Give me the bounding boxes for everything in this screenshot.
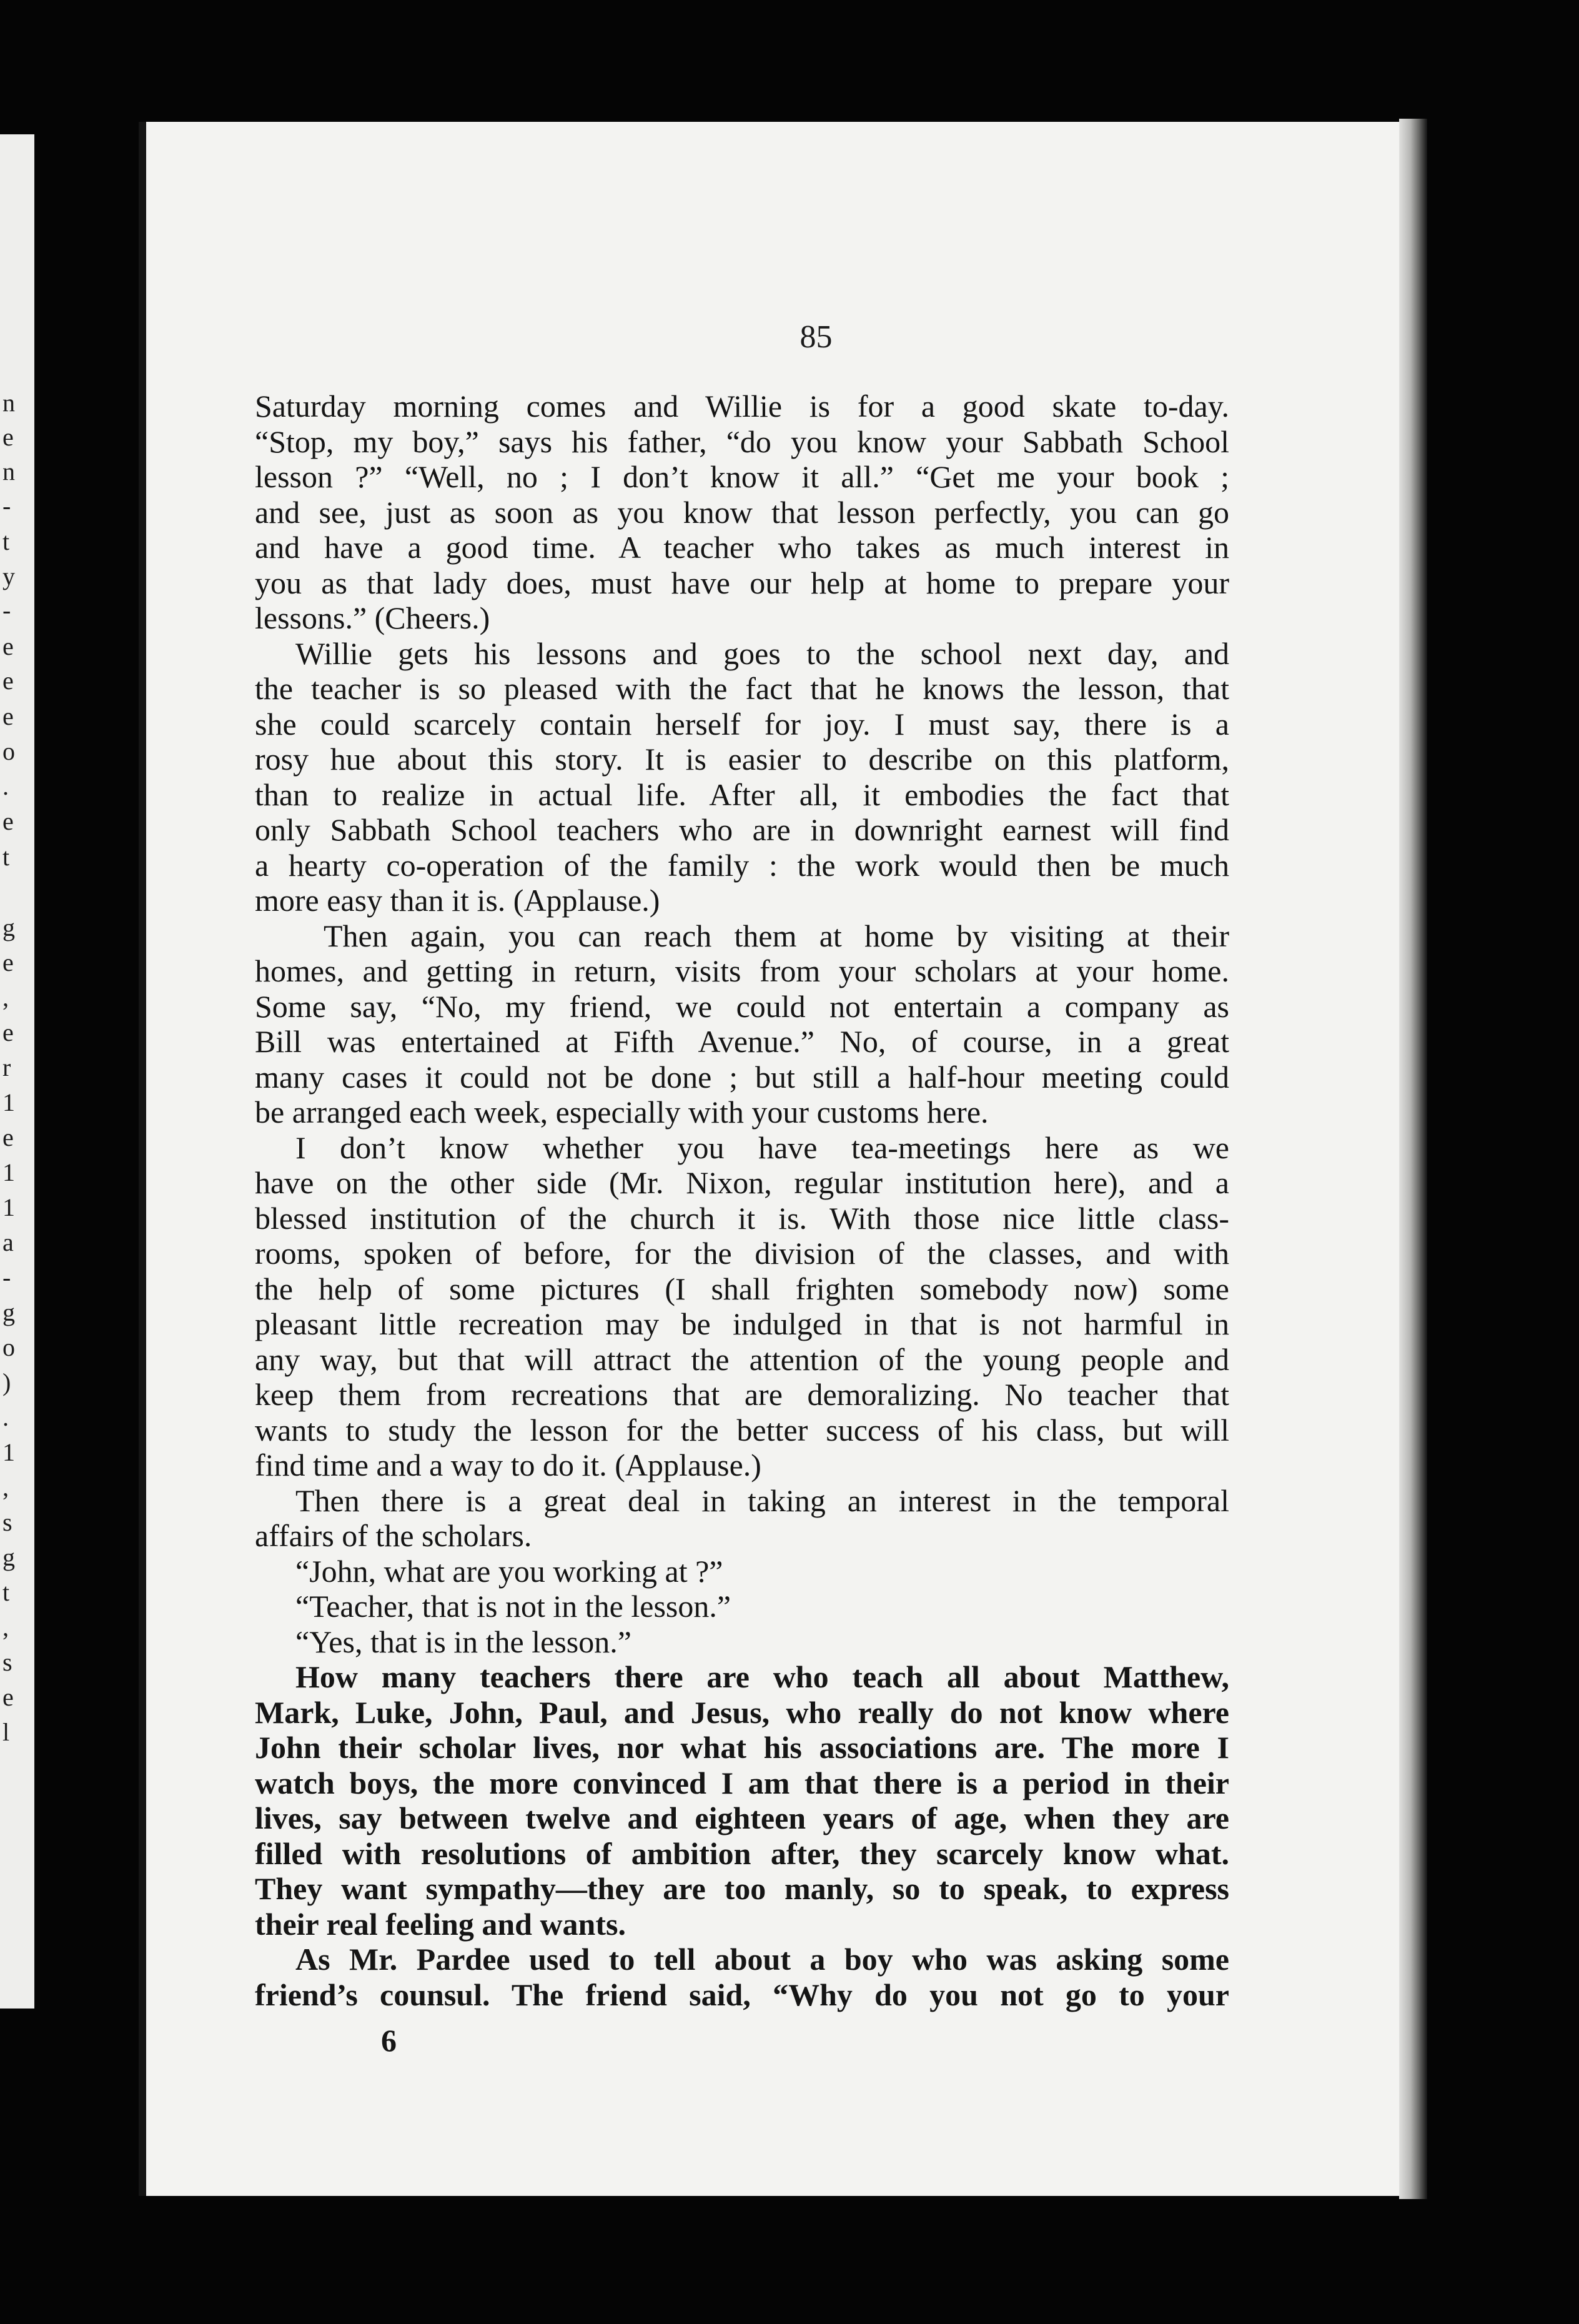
facing-page-fragment: o (2, 1333, 15, 1361)
text-line: Willie gets his lessons and goes to the school next day, and (295, 635, 1229, 671)
text-line: more easy than it is. (Applause.) (255, 883, 660, 918)
text-line: blessed institution of the church it is. With those nice little class- (255, 1200, 1229, 1236)
text-line: she could scarcely contain herself for joy. I must say, there is a (255, 706, 1229, 742)
facing-page-fragment: l (2, 1718, 10, 1746)
facing-page-fragment: - (2, 492, 11, 520)
facing-page-fragment: r (2, 1053, 11, 1081)
text-line: lives, say between twelve and eighteen years of age, when they are (255, 1800, 1229, 1835)
text-line: a hearty co-operation of the family : the work would then be much (255, 847, 1229, 883)
text-line: filled with resolutions of ambition after, they scarcely know what. (255, 1835, 1229, 1871)
text-line: have on the other side (Mr. Nixon, regular institution here), and a (255, 1165, 1229, 1200)
facing-page-fragment: 1 (2, 1193, 15, 1221)
text-line: I don’t know whether you have tea-meetings here as we (295, 1130, 1229, 1165)
text-line: pleasant little recreation may be indulged in that is not harmful in (255, 1306, 1229, 1341)
text-line: many cases it could not be done ; but still a half-hour meeting could (255, 1059, 1229, 1095)
body-text (255, 389, 1229, 2012)
text-line: Mark, Luke, John, Paul, and Jesus, who really do not know where (255, 1694, 1229, 1730)
facing-page-fragment: , (2, 983, 9, 1011)
text-line: “John, what are you working at ?” (295, 1553, 723, 1589)
text-line: rosy hue about this story. It is easier to describe on this platform, (255, 742, 1229, 777)
text-line: rooms, spoken of before, for the division of the classes, and with (255, 1236, 1229, 1271)
facing-page-fragment: g (2, 913, 15, 941)
text-line: lesson ?” “Well, no ; I don’t know it all.” “Get me your book ; (255, 459, 1229, 494)
facing-page-fragment: e (2, 667, 14, 695)
text-line: “Teacher, that is not in the lesson.” (295, 1589, 731, 1624)
facing-page-edge (0, 134, 34, 2009)
facing-page-fragment: t (2, 843, 10, 871)
facing-page-fragment: 1 (2, 1088, 15, 1116)
facing-page-fragment: e (2, 423, 14, 451)
page-gutter (139, 122, 146, 2196)
facing-page-fragment: s (2, 1508, 12, 1536)
text-line: you as that lady does, must have our help at home to prepare your (255, 565, 1229, 600)
text-line: Saturday morning comes and Willie is for a good skate to-day. (255, 389, 1229, 424)
facing-page-fragment: n (2, 389, 15, 417)
text-line: and have a good time. A teacher who takes as much interest in (255, 530, 1229, 565)
facing-page-fragment: ) (2, 1368, 11, 1396)
text-line: Bill was entertained at Fifth Avenue.” No, of course, in a great (255, 1024, 1229, 1059)
facing-page-fragment: y (2, 562, 15, 590)
facing-page-fragment: e (2, 807, 14, 835)
facing-page-fragment: e (2, 1018, 14, 1046)
text-line: watch boys, the more convinced I am that there is a period in their (255, 1765, 1229, 1800)
text-line: How many teachers there are who teach all about Matthew, (295, 1659, 1229, 1694)
text-line: “Yes, that is in the lesson.” (295, 1624, 631, 1659)
text-line: only Sabbath School teachers who are in downright earnest will find (255, 812, 1229, 847)
text-line: the teacher is so pleased with the fact that he knows the lesson, that (255, 671, 1229, 706)
text-line: the help of some pictures (I shall frighten somebody now) some (255, 1271, 1229, 1306)
text-line: any way, but that will attract the attention of the young people and (255, 1341, 1229, 1377)
facing-page-fragment: e (2, 948, 14, 976)
text-line: As Mr. Pardee used to tell about a boy who was asking some (295, 1942, 1229, 1977)
text-line: Some say, “No, my friend, we could not entertain a company as (255, 988, 1229, 1024)
text-line: find time and a way to do it. (Applause.) (255, 1448, 761, 1482)
facing-page-fragment: g (2, 1543, 15, 1571)
page-edge-shadow (1399, 119, 1427, 2199)
text-line: wants to study the lesson for the better success of his class, but will (255, 1412, 1229, 1448)
text-line: homes, and getting in return, visits from your scholars at your home. (255, 953, 1229, 988)
facing-page-fragment: - (2, 1263, 11, 1291)
facing-page-fragment: . (2, 1403, 9, 1431)
page-number: 85 (799, 319, 833, 355)
facing-page-fragment: . (2, 772, 9, 800)
facing-page-fragment: n (2, 457, 15, 485)
facing-page-fragment: 1 (2, 1158, 15, 1186)
text-line: lessons.” (Cheers.) (255, 600, 490, 635)
facing-page-fragment: t (2, 527, 10, 555)
text-line: friend’s counsul. The friend said, “Why do you not go to your (255, 1977, 1229, 2012)
facing-page-fragment: e (2, 1123, 14, 1151)
text-line: affairs of the scholars. (255, 1518, 532, 1553)
text-line: Then there is a great deal in taking an interest in the temporal (295, 1482, 1229, 1518)
facing-page-fragment: 1 (2, 1438, 15, 1466)
facing-page-fragment: o (2, 737, 15, 765)
text-line: John their scholar lives, nor what his associations are. The more I (255, 1730, 1229, 1765)
signature-mark: 6 (381, 2023, 397, 2058)
facing-page-fragment: - (2, 596, 11, 624)
text-line: Then again, you can reach them at home by visiting at their (324, 918, 1229, 953)
text-line: They want sympathy—they are too manly, so to speak, to express (255, 1871, 1229, 1906)
facing-page-fragment: , (2, 1473, 9, 1501)
facing-page-fragment: g (2, 1298, 15, 1326)
text-line: keep them from recreations that are demoralizing. No teacher that (255, 1377, 1229, 1412)
facing-page-fragment: e (2, 1683, 14, 1711)
text-line: than to realize in actual life. After all, it embodies the fact that (255, 777, 1229, 812)
text-line: and see, just as soon as you know that lesson perfectly, you can go (255, 494, 1229, 530)
text-line: be arranged each week, especially with your customs here. (255, 1095, 989, 1130)
facing-page-fragment: t (2, 1578, 10, 1606)
facing-page-fragment: e (2, 632, 14, 660)
text-line: “Stop, my boy,” says his father, “do you know your Sabbath School (255, 424, 1229, 459)
facing-page-fragment: , (2, 1613, 9, 1641)
facing-page-fragment: s (2, 1648, 12, 1676)
facing-page-fragment: a (2, 1228, 14, 1256)
facing-page-fragment: e (2, 702, 14, 730)
text-line: their real feeling and wants. (255, 1906, 626, 1942)
